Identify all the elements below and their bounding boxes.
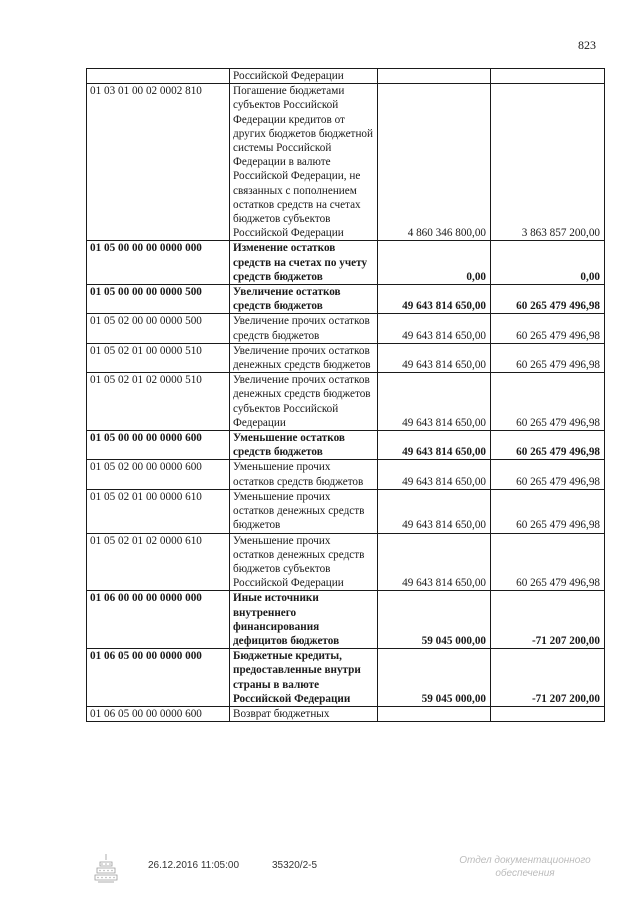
- row-amount-col1: 49 643 814 650,00: [378, 285, 491, 314]
- row-amount-col1: 49 643 814 650,00: [378, 460, 491, 489]
- row-name: Бюджетные кредиты, предоставленные внутри страны в валюте Российской Федерации: [230, 649, 378, 707]
- footer-document-number: 35320/2-5: [272, 860, 318, 871]
- row-amount-col1: 59 045 000,00: [378, 649, 491, 707]
- row-amount-col1: 4 860 346 800,00: [378, 84, 491, 241]
- row-name: Увеличение прочих остатков денежных средств бюджетов субъектов Российской Федерации: [230, 373, 378, 431]
- row-amount-col1: 49 643 814 650,00: [378, 489, 491, 533]
- emblem-icon: [92, 852, 120, 886]
- row-code: 01 06 00 00 00 0000 000: [87, 591, 230, 649]
- row-name: Уменьшение остатков средств бюджетов: [230, 431, 378, 460]
- table-row: [87, 706, 605, 721]
- row-amount-col2: 60 265 479 496,98: [491, 533, 605, 591]
- row-code: 01 05 02 01 02 0000 510: [87, 373, 230, 431]
- table-row: [87, 649, 605, 707]
- row-amount-col2: [491, 69, 605, 84]
- row-name: Увеличение прочих остатков средств бюджетов: [230, 314, 378, 343]
- table-row: [87, 533, 605, 591]
- page-footer: [0, 856, 640, 896]
- table-row: [87, 285, 605, 314]
- row-name: Российской Федерации: [230, 69, 378, 84]
- row-amount-col1: 49 643 814 650,00: [378, 533, 491, 591]
- row-amount-col1: [378, 69, 491, 84]
- table-row: [87, 431, 605, 460]
- row-amount-col1: 59 045 000,00: [378, 591, 491, 649]
- row-amount-col2: 60 265 479 496,98: [491, 431, 605, 460]
- row-code: 01 05 02 00 00 0000 500: [87, 314, 230, 343]
- row-amount-col1: 49 643 814 650,00: [378, 373, 491, 431]
- row-code: 01 06 05 00 00 0000 600: [87, 706, 230, 721]
- budget-sources-table: [86, 68, 605, 722]
- row-name: Изменение остатков средств на счетах по учету средств бюджетов: [230, 241, 378, 285]
- row-amount-col1: 49 643 814 650,00: [378, 431, 491, 460]
- row-name: Возврат бюджетных: [230, 706, 378, 721]
- row-name: Уменьшение прочих остатков денежных средств бюджетов субъектов Российской Федерации: [230, 533, 378, 591]
- row-name: Увеличение прочих остатков денежных средств бюджетов: [230, 343, 378, 372]
- row-amount-col2: 3 863 857 200,00: [491, 84, 605, 241]
- row-code: 01 03 01 00 02 0002 810: [87, 84, 230, 241]
- row-amount-col2: 60 265 479 496,98: [491, 489, 605, 533]
- footer-datetime: 26.12.2016 11:05:00: [148, 860, 240, 871]
- row-amount-col1: [378, 706, 491, 721]
- table-row: [87, 489, 605, 533]
- table-row: [87, 373, 605, 431]
- row-code: [87, 69, 230, 84]
- row-name: Увеличение остатков средств бюджетов: [230, 285, 378, 314]
- row-code: 01 05 02 01 02 0000 610: [87, 533, 230, 591]
- footer-watermark: Отдел документационного обеспечения: [459, 855, 591, 879]
- row-code: 01 05 00 00 00 0000 000: [87, 241, 230, 285]
- row-amount-col1: 49 643 814 650,00: [378, 343, 491, 372]
- row-code: 01 05 02 01 00 0000 510: [87, 343, 230, 372]
- row-name: Иные источники внутреннего финансирования дефицитов бюджетов: [230, 591, 378, 649]
- row-name: Уменьшение прочих остатков средств бюджетов: [230, 460, 378, 489]
- table-row: [87, 460, 605, 489]
- row-code: 01 05 00 00 00 0000 500: [87, 285, 230, 314]
- row-amount-col2: 0,00: [491, 241, 605, 285]
- row-name: Уменьшение прочих остатков денежных средств бюджетов: [230, 489, 378, 533]
- row-code: 01 05 00 00 00 0000 600: [87, 431, 230, 460]
- row-amount-col2: 60 265 479 496,98: [491, 343, 605, 372]
- table-row: [87, 314, 605, 343]
- row-amount-col2: 60 265 479 496,98: [491, 460, 605, 489]
- row-amount-col2: -71 207 200,00: [491, 591, 605, 649]
- row-name: Погашение бюджетами субъектов Российской Федерации кредитов от других бюджетов бюджетной системы Российской Федерации в валюте Российской Федерации, не связанных с пополнением остатков средств на счетах бюджетов субъектов Российской Федерации: [230, 84, 378, 241]
- row-amount-col1: 0,00: [378, 241, 491, 285]
- page-number: 823: [578, 38, 596, 52]
- table-row: [87, 343, 605, 372]
- row-amount-col2: -71 207 200,00: [491, 649, 605, 707]
- table-row: [87, 241, 605, 285]
- row-amount-col2: [491, 706, 605, 721]
- row-code: 01 05 02 00 00 0000 600: [87, 460, 230, 489]
- row-amount-col1: 49 643 814 650,00: [378, 314, 491, 343]
- table-row: [87, 69, 605, 84]
- row-amount-col2: 60 265 479 496,98: [491, 314, 605, 343]
- row-amount-col2: 60 265 479 496,98: [491, 373, 605, 431]
- row-amount-col2: 60 265 479 496,98: [491, 285, 605, 314]
- row-code: 01 05 02 01 00 0000 610: [87, 489, 230, 533]
- table-row: [87, 591, 605, 649]
- row-code: 01 06 05 00 00 0000 000: [87, 649, 230, 707]
- table-row: [87, 84, 605, 241]
